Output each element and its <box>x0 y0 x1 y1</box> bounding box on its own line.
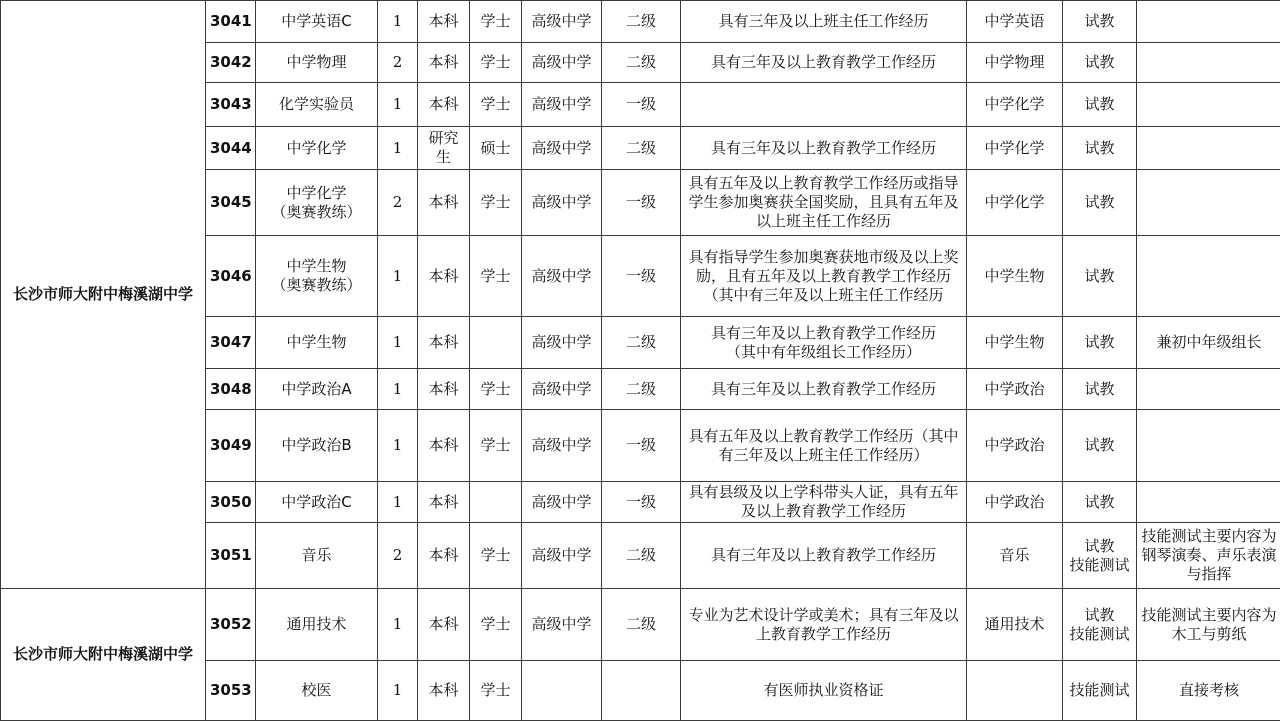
post-name-cell: 中学政治C <box>256 482 378 523</box>
certificate-cell: 高级中学 <box>522 523 602 589</box>
post-code-cell: 3044 <box>206 127 256 170</box>
certificate-cell: 高级中学 <box>522 482 602 523</box>
headcount-cell: 1 <box>378 236 418 317</box>
post-code-cell: 3041 <box>206 1 256 43</box>
headcount-cell: 1 <box>378 589 418 661</box>
headcount-cell: 2 <box>378 43 418 83</box>
education-cell: 本科 <box>418 83 470 127</box>
degree-cell <box>470 317 522 369</box>
post-name-cell: 通用技术 <box>256 589 378 661</box>
requirement-cell: 具有县级及以上学科带头人证，具有五年及以上教育教学工作经历 <box>681 482 967 523</box>
exam-method-cell: 试教 <box>1063 1 1137 43</box>
degree-cell: 学士 <box>470 43 522 83</box>
headcount-cell: 1 <box>378 661 418 721</box>
requirement-cell: 具有指导学生参加奥赛获地市级及以上奖励，且有五年及以上教育教学工作经历（其中有三年及以上班主任工作经历 <box>681 236 967 317</box>
degree-cell: 硕士 <box>470 127 522 170</box>
exam-method-cell: 试教 <box>1063 369 1137 410</box>
certificate-cell <box>522 661 602 721</box>
exam-method-cell: 试教 技能测试 <box>1063 589 1137 661</box>
post-code-cell: 3048 <box>206 369 256 410</box>
certificate-cell: 高级中学 <box>522 170 602 236</box>
education-cell: 研究生 <box>418 127 470 170</box>
requirement-cell: 具有三年及以上班主任工作经历 <box>681 1 967 43</box>
remark-cell: 技能测试主要内容为钢琴演奏、声乐表演与指挥 <box>1137 523 1280 589</box>
certificate-cell: 高级中学 <box>522 369 602 410</box>
requirement-cell: 具有五年及以上教育教学工作经历或指导学生参加奥赛获全国奖励，且具有五年及以上班主任工作经历 <box>681 170 967 236</box>
degree-cell: 学士 <box>470 170 522 236</box>
major-cell: 中学物理 <box>967 43 1063 83</box>
post-code-cell: 3045 <box>206 170 256 236</box>
education-cell: 本科 <box>418 236 470 317</box>
certificate-cell: 高级中学 <box>522 1 602 43</box>
title-level-cell <box>602 661 681 721</box>
post-name-cell: 中学生物 <box>256 317 378 369</box>
headcount-cell: 1 <box>378 410 418 482</box>
requirement-cell: 具有三年及以上教育教学工作经历 <box>681 523 967 589</box>
education-cell: 本科 <box>418 369 470 410</box>
major-cell: 中学政治 <box>967 410 1063 482</box>
headcount-cell: 1 <box>378 369 418 410</box>
degree-cell: 学士 <box>470 523 522 589</box>
post-name-cell: 中学政治A <box>256 369 378 410</box>
education-cell: 本科 <box>418 410 470 482</box>
certificate-cell: 高级中学 <box>522 83 602 127</box>
unit-name-cell: 长沙市师大附中梅溪湖中学 <box>1 1 206 589</box>
table-body <box>1 1 1280 721</box>
remark-cell <box>1137 1 1280 43</box>
post-name-cell: 化学实验员 <box>256 83 378 127</box>
education-cell: 本科 <box>418 482 470 523</box>
post-name-cell: 中学英语C <box>256 1 378 43</box>
degree-cell: 学士 <box>470 589 522 661</box>
title-level-cell: 二级 <box>602 317 681 369</box>
exam-method-cell: 试教 <box>1063 236 1137 317</box>
post-code-cell: 3042 <box>206 43 256 83</box>
table-row <box>1 1 1280 43</box>
education-cell: 本科 <box>418 661 470 721</box>
post-name-cell: 校医 <box>256 661 378 721</box>
post-code-cell: 3051 <box>206 523 256 589</box>
requirement-cell: 有医师执业资格证 <box>681 661 967 721</box>
education-cell: 本科 <box>418 170 470 236</box>
exam-method-cell: 试教 <box>1063 482 1137 523</box>
headcount-cell: 1 <box>378 83 418 127</box>
remark-cell: 兼初中年级组长 <box>1137 317 1280 369</box>
major-cell: 中学化学 <box>967 170 1063 236</box>
exam-method-cell: 试教 <box>1063 410 1137 482</box>
headcount-cell: 2 <box>378 523 418 589</box>
certificate-cell: 高级中学 <box>522 43 602 83</box>
education-cell: 本科 <box>418 317 470 369</box>
unit-name-cell: 长沙市师大附中梅溪湖中学 <box>1 589 206 721</box>
exam-method-cell: 试教 <box>1063 43 1137 83</box>
post-code-cell: 3049 <box>206 410 256 482</box>
title-level-cell: 二级 <box>602 127 681 170</box>
requirement-cell: 具有三年及以上教育教学工作经历 <box>681 127 967 170</box>
certificate-cell: 高级中学 <box>522 589 602 661</box>
post-code-cell: 3046 <box>206 236 256 317</box>
title-level-cell: 一级 <box>602 83 681 127</box>
exam-method-cell: 试教 技能测试 <box>1063 523 1137 589</box>
title-level-cell: 一级 <box>602 482 681 523</box>
requirement-cell: 具有五年及以上教育教学工作经历（其中有三年及以上班主任工作经历） <box>681 410 967 482</box>
degree-cell <box>470 482 522 523</box>
title-level-cell: 二级 <box>602 523 681 589</box>
exam-method-cell: 试教 <box>1063 83 1137 127</box>
education-cell: 本科 <box>418 523 470 589</box>
major-cell: 中学生物 <box>967 236 1063 317</box>
major-cell <box>967 661 1063 721</box>
title-level-cell: 二级 <box>602 589 681 661</box>
major-cell: 中学政治 <box>967 369 1063 410</box>
exam-method-cell: 试教 <box>1063 127 1137 170</box>
degree-cell: 学士 <box>470 236 522 317</box>
post-code-cell: 3053 <box>206 661 256 721</box>
requirement-cell: 具有三年及以上教育教学工作经历 <box>681 43 967 83</box>
requirement-cell <box>681 83 967 127</box>
exam-method-cell: 试教 <box>1063 317 1137 369</box>
remark-cell: 技能测试主要内容为木工与剪纸 <box>1137 589 1280 661</box>
certificate-cell: 高级中学 <box>522 317 602 369</box>
headcount-cell: 1 <box>378 482 418 523</box>
remark-cell <box>1137 170 1280 236</box>
exam-method-cell: 技能测试 <box>1063 661 1137 721</box>
degree-cell: 学士 <box>470 369 522 410</box>
major-cell: 中学化学 <box>967 83 1063 127</box>
major-cell: 中学政治 <box>967 482 1063 523</box>
headcount-cell: 2 <box>378 170 418 236</box>
post-code-cell: 3047 <box>206 317 256 369</box>
post-name-cell: 中学化学 <box>256 127 378 170</box>
major-cell: 中学英语 <box>967 1 1063 43</box>
requirement-cell: 具有三年及以上教育教学工作经历 <box>681 369 967 410</box>
remark-cell <box>1137 482 1280 523</box>
major-cell: 通用技术 <box>967 589 1063 661</box>
title-level-cell: 一级 <box>602 170 681 236</box>
headcount-cell: 1 <box>378 317 418 369</box>
remark-cell <box>1137 43 1280 83</box>
remark-cell <box>1137 410 1280 482</box>
certificate-cell: 高级中学 <box>522 236 602 317</box>
remark-cell <box>1137 369 1280 410</box>
title-level-cell: 一级 <box>602 236 681 317</box>
degree-cell: 学士 <box>470 1 522 43</box>
remark-cell <box>1137 236 1280 317</box>
title-level-cell: 二级 <box>602 43 681 83</box>
remark-cell <box>1137 83 1280 127</box>
requirement-cell: 专业为艺术设计学或美术；具有三年及以上教育教学工作经历 <box>681 589 967 661</box>
title-level-cell: 一级 <box>602 410 681 482</box>
major-cell: 中学化学 <box>967 127 1063 170</box>
remark-cell <box>1137 127 1280 170</box>
major-cell: 中学生物 <box>967 317 1063 369</box>
education-cell: 本科 <box>418 43 470 83</box>
post-name-cell: 中学物理 <box>256 43 378 83</box>
requirement-cell: 具有三年及以上教育教学工作经历 （其中有年级组长工作经历） <box>681 317 967 369</box>
post-code-cell: 3050 <box>206 482 256 523</box>
post-name-cell: 音乐 <box>256 523 378 589</box>
education-cell: 本科 <box>418 1 470 43</box>
major-cell: 音乐 <box>967 523 1063 589</box>
headcount-cell: 1 <box>378 1 418 43</box>
post-code-cell: 3052 <box>206 589 256 661</box>
post-name-cell: 中学生物 （奥赛教练） <box>256 236 378 317</box>
post-code-cell: 3043 <box>206 83 256 127</box>
certificate-cell: 高级中学 <box>522 410 602 482</box>
title-level-cell: 二级 <box>602 1 681 43</box>
headcount-cell: 1 <box>378 127 418 170</box>
post-name-cell: 中学化学 （奥赛教练） <box>256 170 378 236</box>
degree-cell: 学士 <box>470 83 522 127</box>
degree-cell: 学士 <box>470 661 522 721</box>
certificate-cell: 高级中学 <box>522 127 602 170</box>
table-row <box>1 589 1280 661</box>
title-level-cell: 二级 <box>602 369 681 410</box>
exam-method-cell: 试教 <box>1063 170 1137 236</box>
degree-cell: 学士 <box>470 410 522 482</box>
post-name-cell: 中学政治B <box>256 410 378 482</box>
education-cell: 本科 <box>418 589 470 661</box>
remark-cell: 直接考核 <box>1137 661 1280 721</box>
